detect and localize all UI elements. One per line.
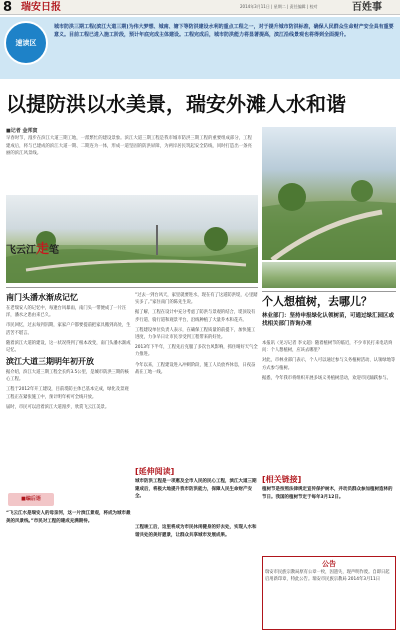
extended-reading-heading: [延伸阅读] — [135, 467, 175, 476]
related-links-text: 植树节是按照法律规定宣传保护树木，并动员群众参加植树造林的节日。我国的植树节定于每年3月12日。 — [262, 487, 393, 500]
paragraph: “过去一到台风天，家里就要进水，现在有了这道防洪堤，心里踏实多了。”家住南门的陈先生说。 — [135, 293, 258, 306]
intro-paragraph: 早春时节，漫步在滨江大道三期工地，一派繁忙的建设景象。滨江大道三期工程是我市城市防洪三期工程的重要组成部分，工程建成后，将与已建成的滨江大道一期、二期连为一体，形成一道坚固的防洪屏障，为两岸居民筑起安全防线，同时打造出一条亮丽的滨江风景线。 — [6, 136, 252, 156]
paragraph: 今年以来，工程建设进入冲刺阶段，施工人员放弃休息，日夜奋战在工地一线。 — [135, 362, 256, 375]
paragraph: 2013年下半年，工程先后克服了多次台风影响，抓住晴好天气全力推进。 — [135, 345, 258, 358]
paragraph: 在老瑞安人的记忆中，每逢台风暴雨，南门头一带便成了一片汪洋，潘水之患由来已久。 — [6, 306, 127, 319]
left-column-part1 — [6, 305, 131, 353]
green-belt-photo — [262, 262, 396, 288]
paragraph: 对此，市林业部门表示，个人可以通过参与义务植树活动、认领绿地等方式参与植树。 — [262, 358, 396, 371]
paragraph: 市民回忆，过去每到汛期，家家户户都要提前把家具搬到高处，生活苦不堪言。 — [6, 323, 131, 336]
newspaper-logo: 瑞安日报 — [21, 2, 61, 13]
paragraph: 随着滨江大道的建设，这一状况得到了根本改变，南门头潘水渐成记忆。 — [6, 340, 131, 353]
page-number: 8 — [3, 0, 13, 15]
section-title: 百姓事 — [352, 2, 382, 13]
secondary-subheadline: 林业部门：坚持申报绿化认领树苗，可通过绿汇园区或找相关部门咨询办理 — [262, 313, 395, 327]
middle-column — [135, 292, 258, 464]
feature-tag-suffix: 笔 — [49, 245, 60, 256]
paragraph: 届时，市民可以沿着滨江大道漫步，欣赏飞云江美景。 — [6, 404, 110, 410]
lead-summary-text: 城市防洪三期工程(滨江大道三期)为伟大梦想、城南、塘下等防洪建设水利的重点工程之一，对于提升城市防洪标准，确保人民群众生命财产安全具有重要意义。目前工程已进入施工阶段，预计年底完成主体建设。工程完成后，城市防洪能力将显著提高，滨江沿线景观也将得到全面提升。 — [54, 24, 394, 38]
notice-text: 瑞安市民族宗教局原有公章一枚，因遗失，现声明作废。自即日起启用新印章，特此公告。瑞安市民族宗教局 2014年3月11日 — [265, 570, 390, 583]
left-column-part2 — [6, 369, 131, 489]
closing-quote: “飞云江水是瑞安人的母亲河，这一片滨江景观，将成为城市最美的风景线。”市民对工程的建成充满期待。 — [6, 511, 131, 524]
related-links-heading: [相关链接] — [262, 475, 302, 484]
middle-quote: 工程竣工后，这里将成为市民休闲健身的好去处，实现人水和谐共处的美好愿景，让群众共享城市发展成果。 — [135, 525, 257, 538]
right-column — [262, 340, 396, 472]
divider-right — [262, 291, 396, 292]
photo-illustration-right — [262, 127, 396, 260]
public-notice-box — [262, 556, 396, 630]
left-heading-1: 南门头潘水渐成记忆 — [6, 293, 78, 302]
main-headline: 以提防洪以水美景，瑞安外滩人水和谐 — [6, 92, 346, 116]
feature-tag-mark: 走 — [36, 242, 50, 257]
quick-read-badge: 速读区 — [4, 21, 48, 65]
paragraph: 工程于2012年开工建设，目前堤防主体已基本完成，绿化及景观工程正在紧张施工中，预计明年初可全线开放。 — [6, 387, 129, 400]
divider — [6, 287, 258, 288]
issue-meta: 2014年3月11日 | 星期二 | 责任编辑 | 校对 — [240, 4, 318, 9]
notice-title: 公告 — [322, 560, 336, 568]
feature-column-tag — [6, 238, 59, 257]
paragraph: 据了解，工程在设计中充分考虑了防洪与景观的结合，堤顶设有步行道、骑行道和观景平台，沿线种植了大量乔木和花卉。 — [135, 310, 256, 323]
byline: ■记者 金邦寅 — [6, 128, 38, 134]
paragraph: 据介绍，滨江大道三期工程全长约3.5公里，是城市防洪三期的核心工程。 — [6, 370, 129, 383]
secondary-headline: 个人想植树，去哪儿？ — [262, 295, 372, 308]
feature-tag-prefix: 飞云江 — [6, 245, 36, 256]
paragraph: 据悉，今年我市将组织开展多场义务植树活动，欢迎市民踊跃参与。 — [262, 375, 391, 381]
paragraph: 本报讯（见习记者 李文超）随着植树节的临近，不少市民打来电话询问：个人想植树，应该去哪里？ — [262, 341, 393, 354]
extended-reading-text: 城市防洪工程是一项惠及全市人民的民心工程，滨江大道三期建成后，将极大地提升我市防洪能力，保障人民生命财产安全。 — [135, 479, 257, 499]
paragraph: 工程建设单位负责人表示，在确保工程质量的前提下，加快施工进度，力争早日让市民享受到工程带来的好处。 — [135, 327, 256, 341]
left-heading-2: 滨江大道三期明年初开放 — [6, 357, 94, 366]
promenade-photo — [262, 127, 396, 260]
afterword-badge: ■编后语 — [8, 493, 54, 506]
